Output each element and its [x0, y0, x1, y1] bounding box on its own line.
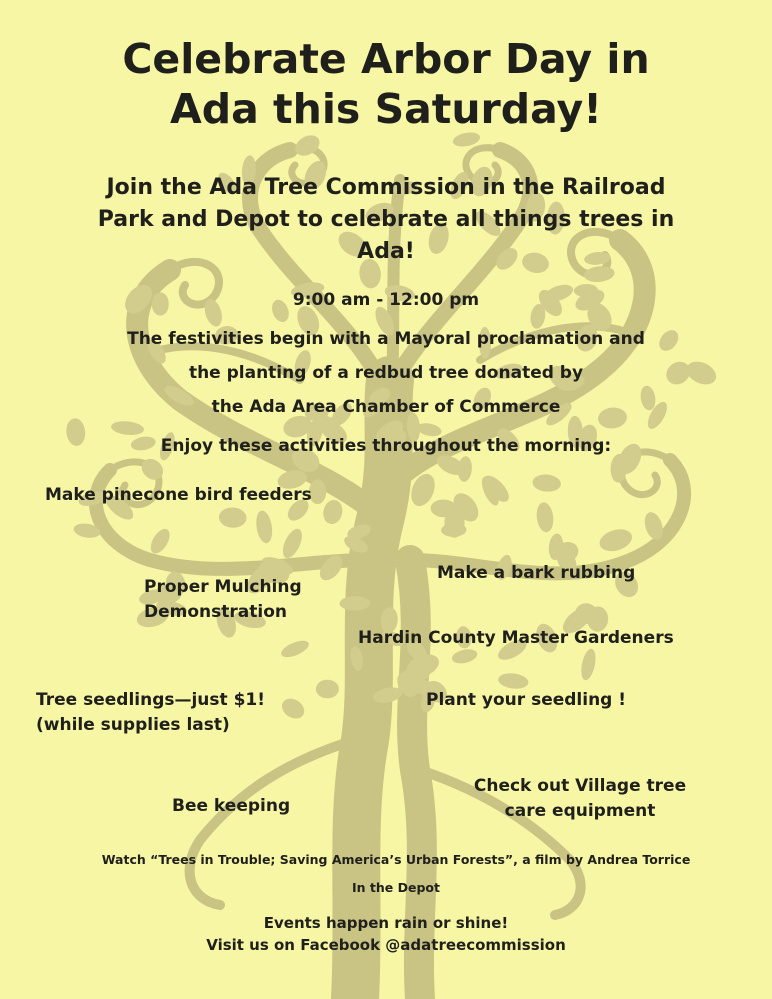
activity-gardeners: Hardin County Master Gardeners [358, 628, 674, 648]
film-line-1: Watch “Trees in Trouble; Saving America’s Urban Forests”, a film by Andrea Torrice [101, 852, 691, 867]
intro-line-1: Join the Ada Tree Commission in the Railroad [106, 175, 666, 200]
event-title [60, 34, 712, 134]
leaf-shape [152, 292, 169, 315]
title-line-1: Celebrate Arbor Day in [122, 35, 650, 83]
leaf-shape [279, 637, 311, 660]
intro-line-2: Park and Depot to celebrate all things trees in [97, 207, 675, 232]
activity-bees: Bee keeping [172, 796, 291, 816]
leaf-shape [279, 526, 306, 561]
activity-village-line-2: care equipment [504, 801, 656, 821]
leaf-shape [579, 648, 598, 682]
leaf-shape [218, 507, 247, 529]
leaf-shape [254, 509, 274, 544]
activity-bark: Make a bark rubbing [437, 563, 636, 583]
event-time: 9:00 am - 12:00 pm [292, 290, 480, 310]
activity-mulching [144, 575, 302, 625]
activity-seedlings [36, 688, 265, 738]
activities-heading: Enjoy these activities throughout the morning: [160, 436, 612, 456]
leaf-shape [597, 526, 635, 555]
leaf-shape [278, 695, 308, 723]
festivities-line-2: the planting of a redbud tree donated by [188, 363, 584, 383]
film-line-2: In the Depot [352, 880, 440, 895]
intro-text [60, 172, 712, 268]
intro-line-3: Ada! [357, 239, 415, 264]
leaf-shape [147, 526, 174, 557]
footer-text [60, 912, 712, 956]
activity-plant: Plant your seedling ! [426, 690, 627, 710]
leaf-shape [535, 501, 555, 533]
activity-mulching-line-1: Proper Mulching [144, 577, 302, 597]
title-line-2: Ada this Saturday! [170, 85, 602, 133]
leaf-shape [532, 473, 562, 492]
film-notice [40, 846, 752, 902]
footer-line-2: Visit us on Facebook @adatreecommission [206, 936, 566, 954]
leaf-shape [316, 680, 339, 699]
activity-seedlings-line-2: (while supplies last) [36, 715, 230, 735]
festivities-text [60, 322, 712, 424]
activity-seedlings-line-1: Tree seedlings—just $1! [36, 690, 265, 710]
leaf-shape [321, 498, 345, 526]
footer-line-1: Events happen rain or shine! [263, 914, 509, 932]
activity-village [440, 774, 720, 824]
activity-pinecone: Make pinecone bird feeders [45, 485, 312, 505]
festivities-line-1: The festivities begin with a Mayoral proclamation and [127, 329, 645, 349]
leaf-shape [457, 456, 473, 483]
activity-village-line-1: Check out Village tree [473, 776, 687, 796]
festivities-line-3: the Ada Area Chamber of Commerce [211, 397, 561, 417]
activity-mulching-line-2: Demonstration [144, 602, 287, 622]
